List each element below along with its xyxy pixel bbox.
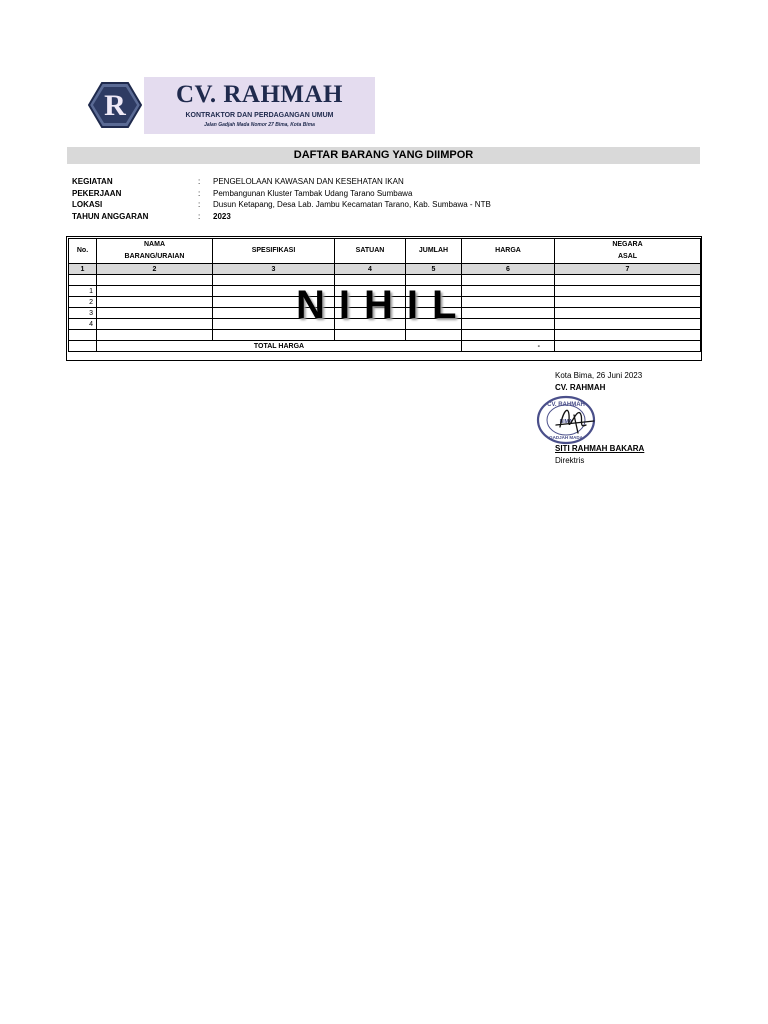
info-colon: : (198, 177, 201, 186)
company-address: Jalan Gadjah Mada Nomor 27 Bima, Kota Bima (204, 122, 315, 128)
nihil-overlay: NIHIL (296, 283, 471, 327)
letterhead-banner (144, 77, 375, 134)
row-number (69, 330, 97, 341)
row-number: 1 (69, 286, 97, 297)
total-label: TOTAL HARGA (97, 341, 462, 352)
header-nama-barang: NAMA BARANG/URAIAN (97, 239, 213, 264)
info-row-tahun-anggaran (72, 212, 672, 224)
info-label: LOKASI (72, 200, 103, 209)
info-value: Dusun Ketapang, Desa Lab. Jambu Kecamatan Tarano, Kab. Sumbawa - NTB (213, 200, 491, 209)
col-number: 5 (406, 264, 462, 275)
column-number-row (69, 264, 701, 275)
info-block (72, 177, 672, 223)
info-value: 2023 (213, 211, 231, 221)
info-value: PENGELOLAAN KAWASAN DAN KESEHATAN IKAN (213, 177, 404, 186)
company-name: CV. RAHMAH (175, 81, 344, 108)
row-number: 2 (69, 297, 97, 308)
info-label: PEKERJAAN (72, 188, 122, 198)
info-value: Pembangunan Kluster Tambak Udang Tarano Sumbawa (213, 188, 413, 198)
stamp-text: CV. RAHMAH (547, 402, 585, 408)
info-colon: : (198, 188, 201, 198)
info-label: KEGIATAN (72, 177, 113, 186)
row-number: 3 (69, 308, 97, 319)
info-label: TAHUN ANGGARAN (72, 211, 149, 221)
total-value: - (462, 341, 555, 352)
col-number: 1 (69, 264, 97, 275)
col-number: 3 (213, 264, 335, 275)
signature-company: CV. RAHMAH (555, 383, 606, 392)
header-harga: HARGA (462, 239, 555, 264)
company-logo (88, 82, 142, 128)
info-row-pekerjaan (72, 189, 672, 201)
signatory-name: SITI RAHMAH BAKARA (555, 444, 645, 453)
header-negara-asal: NEGARA ASAL (555, 239, 701, 264)
info-row-lokasi (72, 200, 672, 212)
row-number: 4 (69, 319, 97, 330)
col-number: 7 (555, 264, 701, 275)
stamp-sub: BIMA (559, 419, 573, 425)
document-title: DAFTAR BARANG YANG DIIMPOR (67, 147, 700, 164)
col-number: 6 (462, 264, 555, 275)
table-row (69, 330, 701, 341)
col-number: 4 (335, 264, 406, 275)
company-stamp (536, 395, 602, 445)
logo-letter: R (104, 89, 126, 122)
handwritten-signature (556, 410, 594, 433)
col-number: 2 (97, 264, 213, 275)
row-number (69, 275, 97, 286)
company-subtitle: KONTRAKTOR DAN PERDAGANGAN UMUM (185, 112, 334, 119)
header-satuan: SATUAN (335, 239, 406, 264)
info-colon: : (198, 211, 201, 221)
total-row (69, 341, 701, 352)
place-date: Kota Bima, 26 Juni 2023 (555, 371, 643, 380)
info-row-kegiatan (72, 177, 672, 189)
header-no: No. (69, 239, 97, 264)
header-spesifikasi: SPESIFIKASI (213, 239, 335, 264)
info-colon: : (198, 200, 201, 209)
table-header-row (69, 239, 701, 264)
header-jumlah: JUMLAH (406, 239, 462, 264)
signatory-role: Direktris (555, 456, 585, 465)
stamp-bottom: GADJAH MADA (549, 435, 583, 440)
